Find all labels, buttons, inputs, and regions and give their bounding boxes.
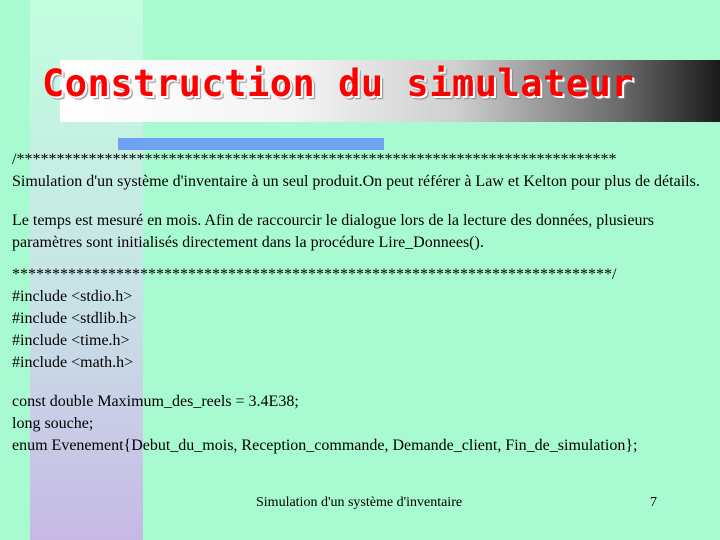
include-line: #include <time.h>: [12, 332, 130, 349]
slide-title: Construction du simulateur: [42, 62, 635, 105]
page-number: 7: [650, 495, 657, 510]
declaration-line: const double Maximum_des_reels = 3.4E38;: [12, 393, 299, 410]
declaration-line: long souche;: [12, 415, 94, 432]
slide-body: [12, 149, 716, 457]
declaration-line: enum Evenement{Debut_du_mois, Reception_commande, Demande_client, Fin_de_simulation};: [12, 437, 638, 454]
include-line: #include <math.h>: [12, 354, 134, 371]
description-text: Simulation d'un système d'inventaire à un seul produit.On peut référer à Law et Kelton pour plus de détails.: [12, 173, 700, 190]
paragraph-text: Le temps est mesuré en mois. Afin de raccourcir le dialogue lors de la lecture des données, plusieurs paramètres sont initialisés directement dans la procédure Lire_Donnees().: [12, 212, 655, 251]
include-line: #include <stdlib.h>: [12, 310, 137, 327]
include-line: #include <stdio.h>: [12, 288, 133, 305]
slide-footer: Simulation d'un système d'inventaire: [256, 495, 463, 510]
comment-end-line: ***************************************************************************/: [12, 266, 617, 283]
comment-start-line: /***************************************************************************: [12, 151, 617, 168]
